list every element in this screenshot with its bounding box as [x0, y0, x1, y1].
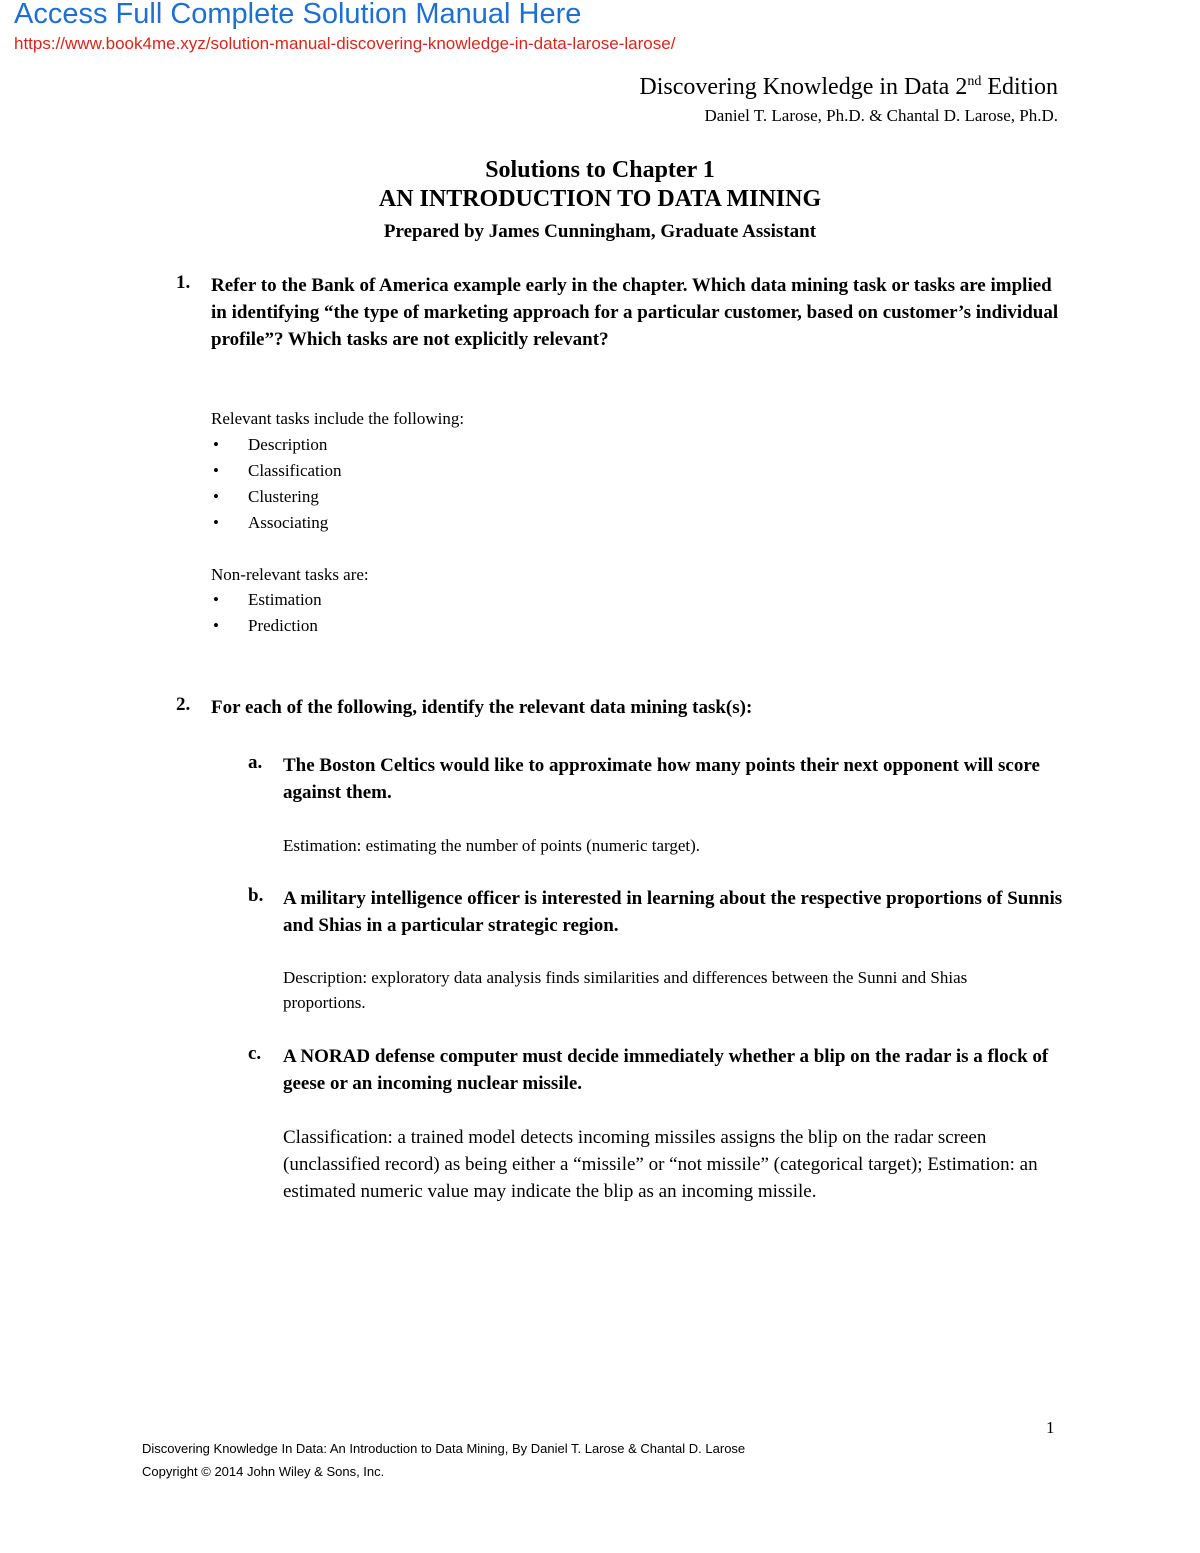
- prepared-by: Prepared by James Cunningham, Graduate Assistant: [383, 221, 817, 242]
- question-2-number: 2.: [176, 694, 191, 715]
- nonrelevant-tasks-list: [211, 587, 322, 639]
- book-title-main: Discovering Knowledge in Data 2: [639, 74, 968, 100]
- part-c-question: A NORAD defense computer must decide immediately whether a blip on the radar is a flock of geese or an incoming nuclear missile.: [283, 1046, 1049, 1094]
- chapter-subject: AN INTRODUCTION TO DATA MINING: [378, 186, 822, 212]
- part-a-answer: Estimation: estimating the number of points (numeric target).: [283, 836, 701, 855]
- part-b-answer: Description: exploratory data analysis finds similarities and differences between the Sunni and Shias proportions.: [283, 968, 968, 1012]
- relevant-tasks-intro: Relevant tasks include the following:: [211, 409, 465, 428]
- part-a-letter: a.: [248, 752, 263, 773]
- list-item: • Prediction: [211, 613, 322, 639]
- book-title-edition: Edition: [981, 74, 1058, 100]
- footer-line-2: Copyright © 2014 John Wiley & Sons, Inc.: [142, 1464, 385, 1479]
- banner-title[interactable]: Access Full Complete Solution Manual Here: [14, 0, 582, 30]
- part-b-letter: b.: [248, 885, 264, 906]
- book-title: [639, 74, 1058, 101]
- relevant-tasks-list: [211, 432, 341, 536]
- question-2-text: For each of the following, identify the relevant data mining task(s):: [211, 697, 753, 718]
- list-item: • Estimation: [211, 587, 322, 613]
- part-b-question: A military intelligence officer is interested in learning about the respective proportions of Sunnis and Shias in a particular strategic region.: [283, 888, 1063, 936]
- list-item: • Description: [211, 432, 341, 458]
- nonrelevant-tasks-intro: Non-relevant tasks are:: [211, 565, 369, 584]
- part-c-answer: Classification: a trained model detects incoming missiles assigns the blip on the radar screen (unclassified record) as being either a “missile” or “not missile” (categorical target); Estimation: an estimated numeric value may indicate the blip as an incoming missile.: [283, 1127, 1038, 1202]
- list-item: • Associating: [211, 510, 341, 536]
- footer-line-1: Discovering Knowledge In Data: An Introduction to Data Mining, By Daniel T. Larose & Chantal D. Larose: [142, 1441, 746, 1456]
- book-title-edition-sup: nd: [967, 74, 982, 89]
- question-1-text: Refer to the Bank of America example early in the chapter. Which data mining task or tasks are implied in identifying “the type of marketing approach for a particular customer, based on customer’s individual profile”? Which tasks are not explicitly relevant?: [211, 275, 1059, 350]
- banner-url-link[interactable]: https://www.book4me.xyz/solution-manual-discovering-knowledge-in-data-larose-larose/: [14, 34, 676, 53]
- part-c-letter: c.: [248, 1043, 262, 1064]
- page-number: 1: [1046, 1418, 1055, 1437]
- list-item: • Classification: [211, 458, 341, 484]
- chapter-heading: Solutions to Chapter 1: [485, 157, 715, 183]
- book-authors: Daniel T. Larose, Ph.D. & Chantal D. Larose, Ph.D.: [704, 106, 1058, 125]
- question-1-number: 1.: [176, 272, 191, 293]
- list-item: • Clustering: [211, 484, 341, 510]
- part-a-question: The Boston Celtics would like to approximate how many points their next opponent will score against them.: [283, 755, 1040, 803]
